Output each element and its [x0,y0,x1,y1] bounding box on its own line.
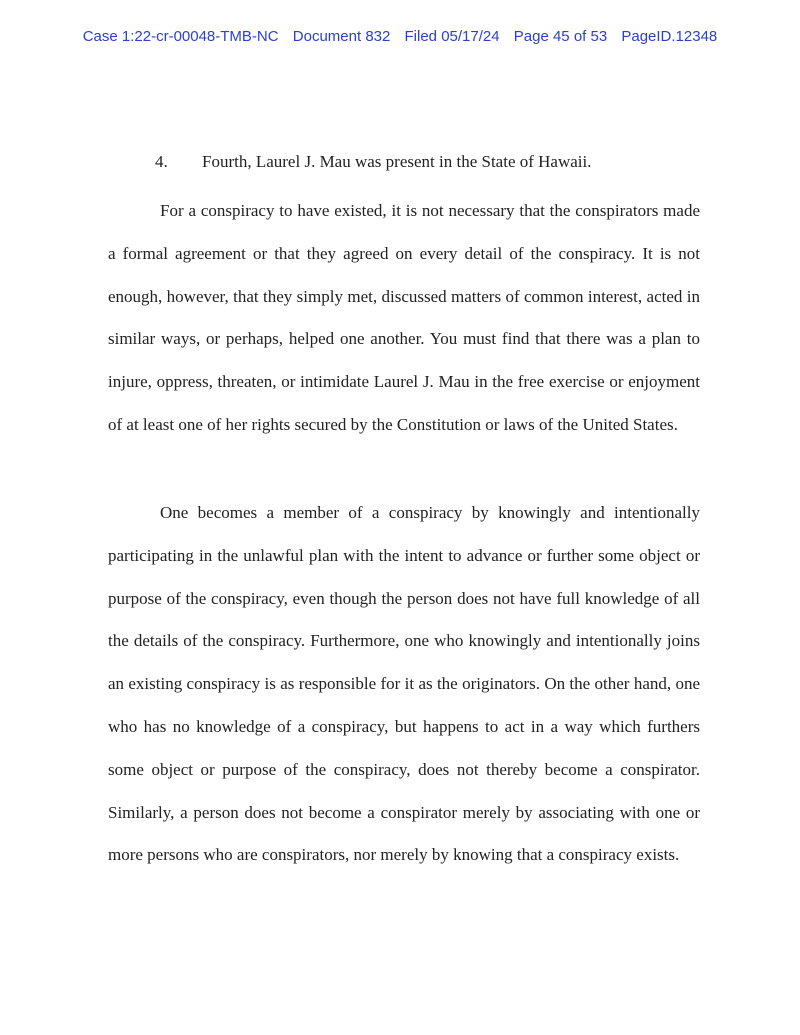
document-number: Document 832 [292,28,391,45]
case-number: Case 1:22-cr-00048-TMB-NC [82,28,279,45]
page-count: Page 45 of 53 [513,28,608,45]
paragraph-conspiracy-definition: For a conspiracy to have existed, it is not necessary that the conspirators made a formal agreement or that they agreed on every detail of the conspiracy. It is not enough, however, that they simply met, discussed matters of common interest, acted in similar ways, or perhaps, helped one another. You must find that there was a plan to injure, oppress, threaten, or intimidate Laurel J. Mau in the free exercise or enjoyment of at least one of her rights secured by the Constitution or laws of the United States. [108,201,700,434]
page-id: PageID.12348 [621,28,718,45]
item-number: 4. [155,152,168,171]
item-text: Fourth, Laurel J. Mau was present in the State of Hawaii. [202,152,592,171]
document-body [108,0,700,1035]
filed-date: Filed 05/17/24 [404,28,500,45]
paragraph-conspiracy-membership: One becomes a member of a conspiracy by knowingly and intentionally participating in the unlawful plan with the intent to advance or further some object or purpose of the conspiracy, even though the person does not have full knowledge of all the details of the conspiracy. Furthermore, one who knowingly and intentionally joins an existing conspiracy is as responsible for it as the originators. On the other hand, one who has no knowledge of a conspiracy, but happens to act in a way which furthers some object or purpose of the conspiracy, does not thereby become a conspirator. Similarly, a person does not become a conspirator merely by associating with one or more persons who are conspirators, nor merely by knowing that a conspiracy exists. [108,503,700,865]
